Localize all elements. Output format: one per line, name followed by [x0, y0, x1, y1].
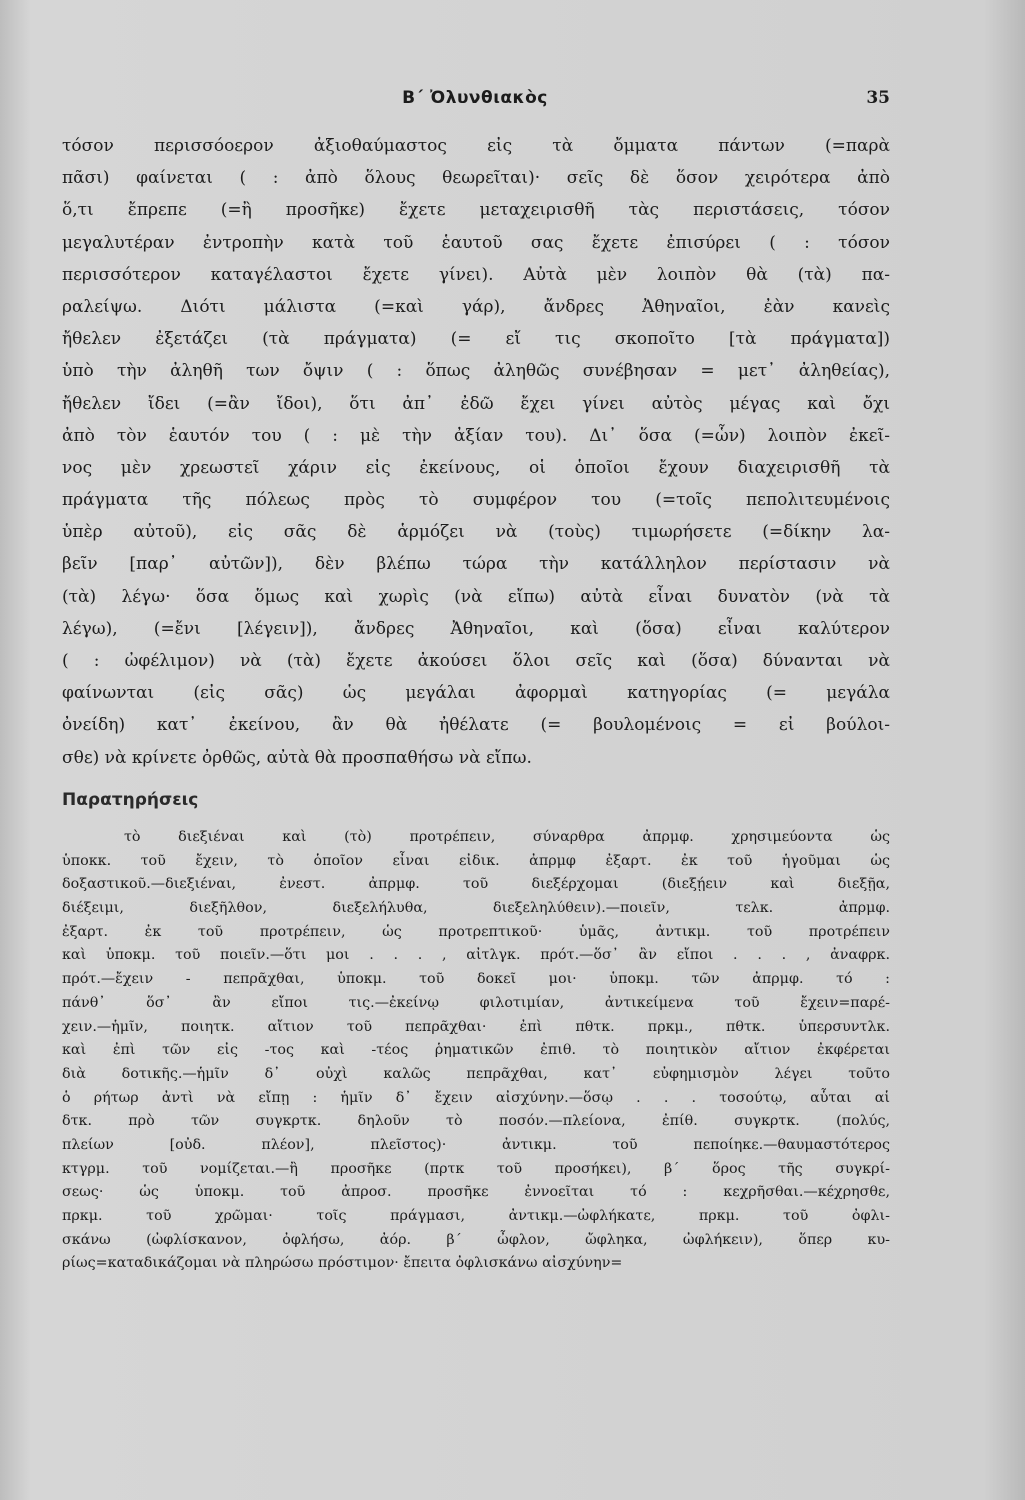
- text-line: ( : ὠφέλιμον) νὰ (τὰ) ἔχετε ἀκούσει ὅλοι σεῖς καὶ (ὅσα) δύνανται νὰ: [62, 651, 890, 671]
- note-line: διὰ δοτικῆς.—ἡμῖν δ᾽ οὐχὶ καλῶς πεπρᾶχθαι, κατ᾽ εὐφημισμὸν λέγει τοῦτο: [62, 1065, 890, 1082]
- text-line: πᾶσι) φαίνεται ( : ἀπὸ ὅλους θεωρεῖται)· σεῖς δὲ ὅσον χειρότερα ἀπὸ: [62, 168, 890, 189]
- note-line: ρίως=καταδικάζομαι νὰ πληρώσω πρόστιμον· ἔπειτα ὀφλισκάνω αἰσχύνην=: [62, 1255, 623, 1272]
- note-line: καὶ ὑποκμ. τοῦ ποιεῖν.—ὅτι μοι . . . , αἰτλγκ. πρότ.—ὅσ᾽ ἂν εἴποι . . . , ἀναφρκ.: [62, 947, 890, 964]
- text-line: ἀπὸ τὸν ἑαυτόν του ( : μὲ τὴν ἀξίαν του). Δι᾽ ὅσα (=ὧν) λοιπὸν ἐκεῖ-: [62, 425, 890, 446]
- text-line: ὅ,τι ἔπρεπε (=ἢ προσῆκε) ἔχετε μεταχειρισθῆ τὰς περιστάσεις, τόσον: [62, 200, 890, 221]
- text-line: (τὰ) λέγω· ὅσα ὅμως καὶ χωρὶς (νὰ εἴπω) αὐτὰ εἶναι δυνατὸν (νὰ τὰ: [62, 586, 890, 607]
- note-line: πρκμ. τοῦ χρῶμαι· τοῖς πράγμασι, ἀντικμ.—ὠφλήκατε, πρκμ. τοῦ ὀφλι-: [62, 1208, 890, 1224]
- text-line: ὀνείδη) κατ᾽ ἐκείνου, ἂν θὰ ἠθέλατε (= βουλομένοις = εἰ βούλοι-: [62, 715, 890, 736]
- text-line: ὑπὲρ αὐτοῦ), εἰς σᾶς δὲ ἁρμόζει νὰ (τοὺς) τιμωρήσετε (=δίκην λα-: [62, 522, 890, 543]
- note-line: χειν.—ἡμῖν, ποιητκ. αἴτιον τοῦ πεπρᾶχθαι· ἐπὶ πθτκ. πρκμ., πθτκ. ὑπερσυντλκ.: [62, 1018, 890, 1035]
- notes-paragraph: [62, 826, 890, 1276]
- text-line: λέγω), (=ἔνι [λέγειν]), ἄνδρες Ἀθηναῖοι, καὶ (ὅσα) εἶναι καλύτερον: [62, 618, 890, 639]
- text-line: ραλείψω. Διότι μάλιστα (=καὶ γάρ), ἄνδρες Ἀθηναῖοι, ἐὰν κανεὶς: [62, 296, 890, 317]
- note-line: δτκ. πρὸ τῶν συγκρτκ. δηλοῦν τὸ ποσόν.—πλείονα, ἐπίθ. συγκρτκ. (πολύς,: [62, 1113, 890, 1130]
- text-line: μεγαλυτέραν ἐντροπὴν κατὰ τοῦ ἑαυτοῦ σας ἔχετε ἐπισύρει ( : τόσον: [62, 232, 890, 253]
- text-line: τόσον περισσόοερον ἀξιοθαύμαστος εἰς τὰ ὄμματα πάντων (=παρὰ: [62, 136, 890, 156]
- page-number: 35: [866, 88, 890, 108]
- note-line: πάνθ᾽ ὅσ᾽ ἂν εἴποι τις.—ἐκείνῳ φιλοτιμίαν, ἀντικείμενα τοῦ ἔχειν=παρέ-: [62, 994, 890, 1011]
- text-line: ἤθελεν ἐξετάζει (τὰ πράγματα) (= εἴ τις σκοποῖτο [τὰ πράγματα]): [62, 329, 890, 350]
- text-line: νος μὲν χρεωστεῖ χάριν εἰς ἐκείνους, οἱ ὁποῖοι ἔχουν διαχειρισθῆ τὰ: [62, 457, 890, 478]
- text-line: βεῖν [παρ᾽ αὐτῶν]), δὲν βλέπω τώρα τὴν κατάλληλον περίστασιν νὰ: [62, 554, 890, 575]
- note-line: κτγρμ. τοῦ νομίζεται.—ἢ προσῆκε (πρτκ τοῦ προσήκει), β΄ ὅρος τῆς συγκρί-: [62, 1160, 890, 1177]
- note-line: πλείων [οὐδ. πλέον], πλεῖστος)· ἀντικμ. τοῦ πεποίηκε.—θαυμαστότερος: [62, 1136, 890, 1153]
- text-line: σθε) νὰ κρίνετε ὀρθῶς, αὐτὰ θὰ προσπαθήσω νὰ εἴπω.: [62, 747, 532, 768]
- note-line: ὁ ρήτωρ ἀντὶ νὰ εἴπῃ : ἡμῖν δ᾽ ἔχειν αἰσχύνην.—ὅσῳ . . . τοσούτῳ, αὗται αἱ: [62, 1089, 890, 1106]
- note-line: διέξειμι, διεξῆλθον, διεξελήλυθα, διεξεληλύθειν).—ποιεῖν, τελκ. ἀπρμφ.: [62, 900, 890, 917]
- note-line: ἐξαρτ. ἐκ τοῦ προτρέπειν, ὡς προτρεπτικοῦ· ὑμᾶς, ἀντικμ. τοῦ προτρέπειν: [62, 923, 890, 940]
- text-line: ὑπὸ τὴν ἀληθῆ των ὄψιν ( : ὅπως ἀληθῶς συνέβησαν = μετ᾽ ἀληθείας),: [62, 361, 890, 382]
- running-head: [60, 88, 890, 114]
- note-line: ὑποκκ. τοῦ ἔχειν, τὸ ὁποῖον εἶναι εἰδικ. ἀπρμφ ἐξαρτ. ἐκ τοῦ ἡγοῦμαι ὡς: [62, 852, 890, 869]
- note-line: σκάνω (ὠφλίσκανον, ὀφλήσω, ἀόρ. β΄ ὦφλον, ὤφληκα, ὠφλήκειν), ὅπερ κυ-: [62, 1231, 890, 1248]
- translation-paragraph: [62, 130, 890, 774]
- note-line: δοξαστικοῦ.—διεξιέναι, ἐνεστ. ἀπρμφ. τοῦ διεξέρχομαι (διεξῄειν καὶ διεξῇα,: [62, 876, 890, 893]
- running-title: Β΄ Ὀλυνθιακὸς: [402, 88, 548, 108]
- text-line: ἤθελεν ἴδει (=ἂν ἴδοι), ὅτι ἀπ᾽ ἐδῶ ἔχει γίνει αὐτὸς μέγας καὶ ὄχι: [62, 393, 890, 414]
- note-line: σεως· ὡς ὑποκμ. τοῦ ἀπροσ. προσῆκε ἐννοεῖται τό : κεχρῆσθαι.—κέχρησθε,: [62, 1184, 890, 1201]
- notes-heading: Παρατηρήσεις: [62, 790, 199, 810]
- note-line: τὸ διεξιέναι καὶ (τὸ) προτρέπειν, σύναρθρα ἀπρμφ. χρησιμεύοντα ὡς: [124, 829, 890, 845]
- text-line: φαίνωνται (εἰς σᾶς) ὡς μεγάλαι ἀφορμαὶ κατηγορίας (= μεγάλα: [62, 683, 890, 704]
- text-line: περισσότερον καταγέλαστοι ἔχετε γίνει). Αὐτὰ μὲν λοιπὸν θὰ (τὰ) πα-: [62, 264, 890, 285]
- note-line: καὶ ἐπὶ τῶν εἰς -τος καὶ -τέος ῥηματικῶν ἐπιθ. τὸ ποιητικὸν αἴτιον ἐκφέρεται: [62, 1042, 890, 1059]
- text-line: πράγματα τῆς πόλεως πρὸς τὸ συμφέρον του (=τοῖς πεπολιτευμένοις: [62, 490, 890, 511]
- note-line: πρότ.—ἔχειν - πεπρᾶχθαι, ὑποκμ. τοῦ δοκεῖ μοι· ὑποκμ. τῶν ἀπρμφ. τό :: [62, 971, 890, 988]
